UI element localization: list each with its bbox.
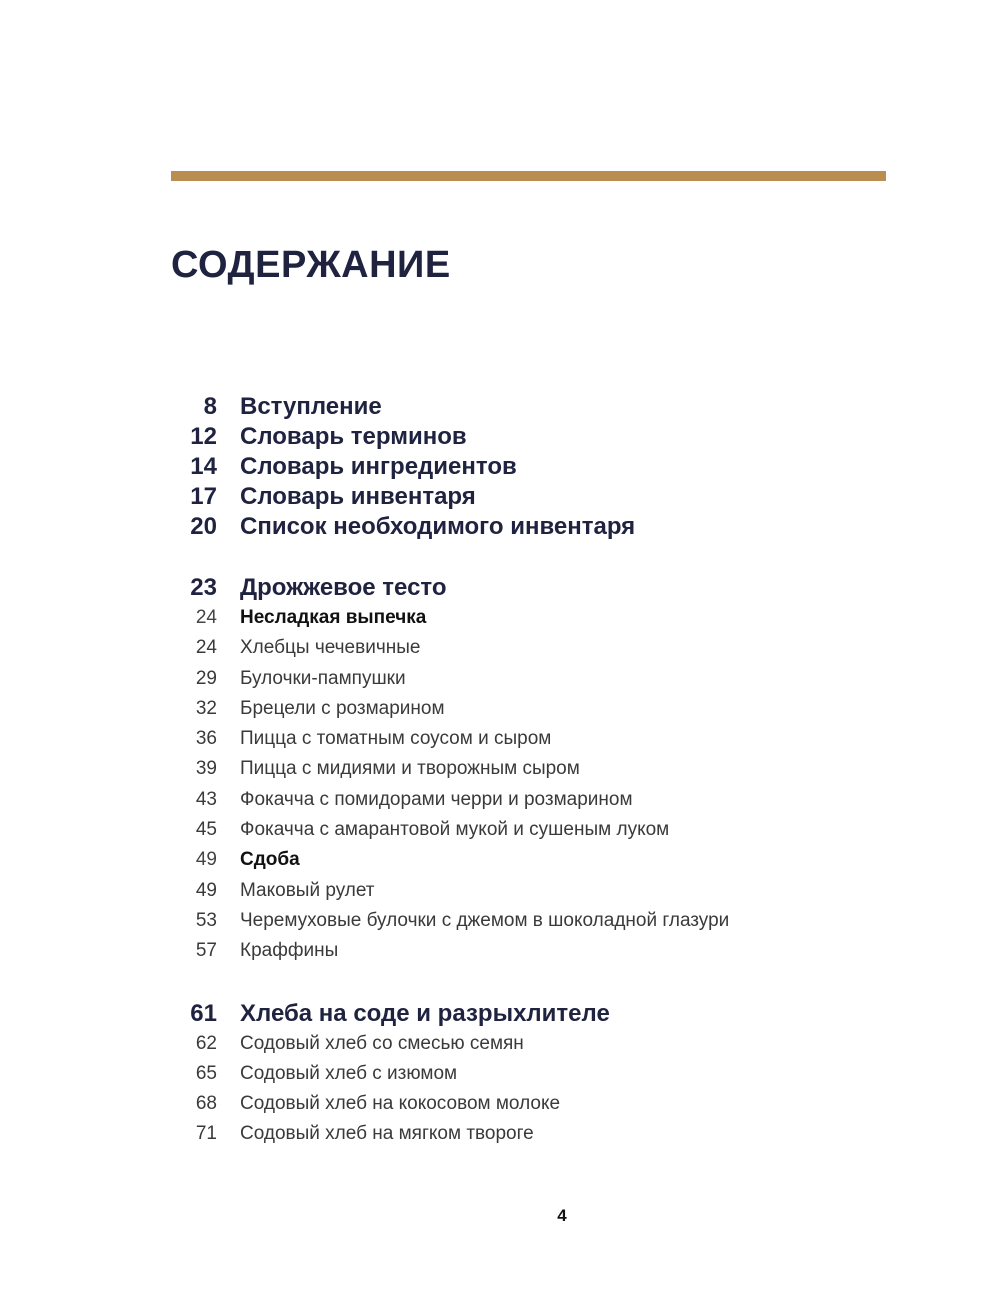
toc-page-number: 68 (195, 1093, 217, 1115)
toc-entry-title: Хлебцы чечевичные (240, 637, 421, 659)
toc-page-number: 29 (195, 667, 217, 689)
toc-section-intro (171, 392, 911, 542)
toc-entry-title: Содовый хлеб на кокосовом молоке (240, 1093, 561, 1115)
toc-entry[interactable] (171, 906, 911, 936)
toc-page-number: 62 (195, 1032, 217, 1054)
table-of-contents (171, 392, 911, 1150)
toc-entry-title: Фокачча с помидорами черри и розмарином (240, 788, 633, 810)
toc-page-number: 71 (195, 1123, 217, 1145)
toc-entry[interactable] (171, 754, 911, 784)
page-number: 4 (557, 1206, 567, 1225)
toc-entry[interactable] (171, 1089, 911, 1119)
toc-entry[interactable] (171, 392, 911, 422)
section-spacer (171, 967, 911, 999)
toc-entry[interactable] (171, 633, 911, 663)
toc-page-number: 23 (190, 574, 217, 601)
toc-page-number: 53 (195, 909, 217, 931)
toc-entry[interactable] (171, 694, 911, 724)
toc-subsection[interactable] (171, 845, 911, 875)
toc-subsection-title: Несладкая выпечка (240, 607, 427, 628)
toc-entry[interactable] (171, 785, 911, 815)
toc-page-number: 17 (190, 483, 217, 510)
toc-entry-title: Вступление (240, 393, 382, 420)
toc-entry[interactable] (171, 936, 911, 966)
toc-entry-title: Словарь инвентаря (240, 483, 476, 510)
toc-subsection[interactable] (171, 603, 911, 633)
toc-entry[interactable] (171, 999, 911, 1029)
toc-page-number: 49 (195, 879, 217, 901)
toc-entry[interactable] (171, 876, 911, 906)
section-spacer (171, 542, 911, 573)
toc-page-number: 39 (195, 758, 217, 780)
toc-entry-title: Словарь терминов (240, 423, 467, 450)
toc-entry-title: Дрожжевое тесто (240, 574, 447, 601)
toc-entry[interactable] (171, 1059, 911, 1089)
toc-entry-title: Содовый хлеб на мягком твороге (240, 1123, 534, 1145)
toc-entry[interactable] (171, 815, 911, 845)
toc-entry-title: Краффины (240, 940, 339, 962)
toc-entry-title: Список необходимого инвентаря (240, 513, 636, 540)
toc-page-number: 45 (195, 819, 217, 841)
toc-entry-title: Булочки-пампушки (240, 667, 406, 689)
toc-entry-title: Брецели с розмарином (240, 697, 445, 719)
toc-entry[interactable] (171, 422, 911, 452)
toc-subsection-title: Сдоба (240, 849, 300, 871)
toc-page-number: 12 (190, 423, 217, 450)
toc-entry-title: Словарь ингредиентов (240, 453, 517, 480)
toc-entry-title: Черемуховые булочки с джемом в шоколадной глазури (240, 909, 730, 931)
toc-page-number: 14 (190, 453, 217, 480)
top-accent-rule (171, 171, 886, 181)
toc-section-soda-bread (171, 999, 911, 1150)
toc-page-number: 20 (190, 513, 217, 540)
toc-entry[interactable] (171, 724, 911, 754)
toc-page-number: 24 (195, 637, 217, 659)
toc-entry[interactable] (171, 573, 911, 603)
toc-section-yeast-dough (171, 573, 911, 967)
toc-page-number: 57 (195, 940, 217, 962)
toc-entry[interactable] (171, 1119, 911, 1149)
toc-entry-title: Содовый хлеб со смесью семян (240, 1032, 524, 1054)
toc-entry[interactable] (171, 664, 911, 694)
toc-page-number: 43 (195, 788, 217, 810)
toc-page-number: 65 (195, 1062, 217, 1084)
toc-entry-title: Хлеба на соде и разрыхлителе (240, 999, 610, 1027)
toc-entry-title: Пицца с томатным соусом и сыром (240, 728, 552, 750)
toc-page-number: 24 (195, 607, 217, 628)
toc-page-number: 36 (195, 728, 217, 750)
toc-entry[interactable] (171, 1029, 911, 1059)
toc-page-number: 49 (195, 849, 217, 871)
toc-entry[interactable] (171, 452, 911, 482)
page-title: СОДЕРЖАНИЕ (171, 244, 451, 286)
toc-page-number: 8 (203, 393, 217, 420)
toc-entry[interactable] (171, 512, 911, 542)
toc-entry-title: Пицца с мидиями и творожным сыром (240, 758, 580, 780)
toc-page-number: 32 (195, 697, 217, 719)
toc-entry[interactable] (171, 482, 911, 512)
toc-entry-title: Маковый рулет (240, 879, 375, 901)
toc-page-number: 61 (190, 999, 217, 1027)
toc-entry-title: Фокачча с амарантовой мукой и сушеным луком (240, 819, 670, 841)
toc-entry-title: Содовый хлеб с изюмом (240, 1062, 458, 1084)
